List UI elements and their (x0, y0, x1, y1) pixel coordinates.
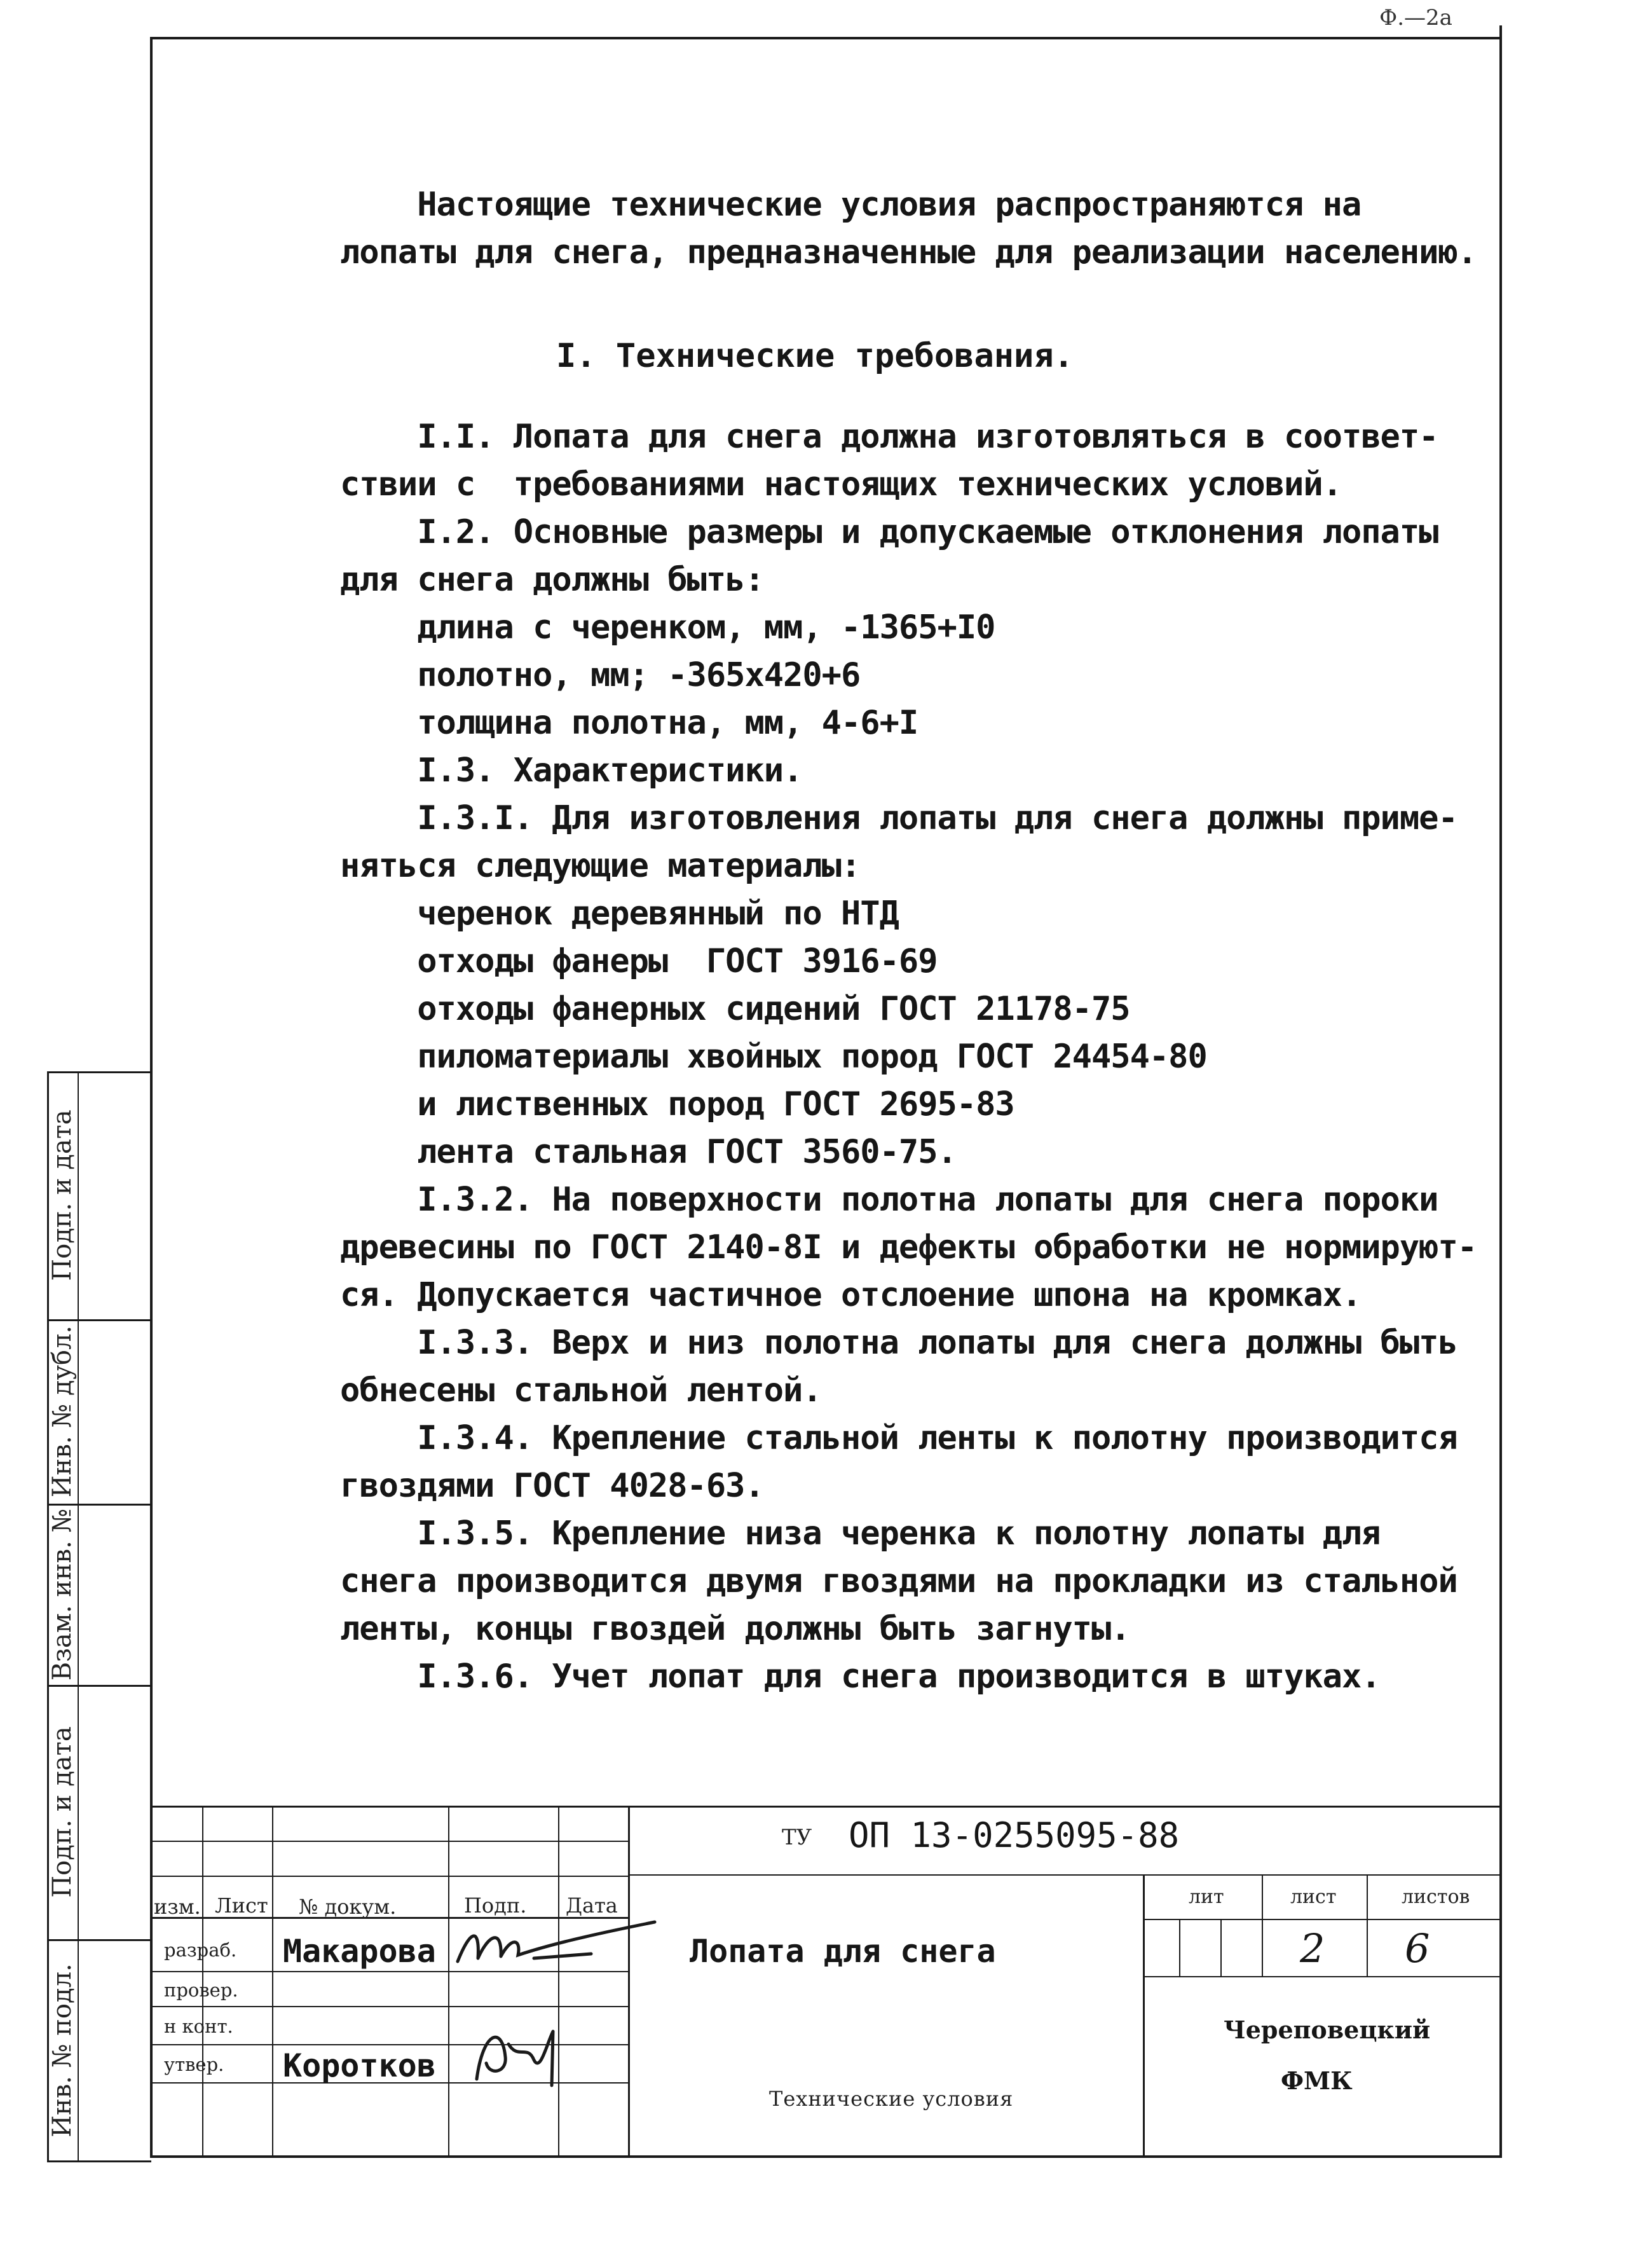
side-divider (47, 1319, 151, 1321)
developer-name: Макарова (283, 1933, 436, 1970)
body-line: обнесены стальной лентой. (340, 1371, 822, 1410)
sheets-label: листов (1402, 1886, 1470, 1908)
side-divider (47, 2160, 151, 2162)
body-line: отходы фанеры ГОСТ 3916-69 (340, 942, 938, 980)
role-approved: утвер. (164, 2054, 224, 2075)
organization-abbr: ФМК (1281, 2066, 1353, 2095)
body-line: I.3.3. Верх и низ полотна лопаты для снега должны быть (340, 1324, 1457, 1362)
tb-vline (1367, 1874, 1368, 1976)
role-norm-control: н конт. (164, 2015, 233, 2037)
body-line: I.3.2. На поверхности полотна лопаты для снега пороки (340, 1181, 1438, 1219)
header-izm: изм. (154, 1895, 201, 1919)
body-line: лента стальная ГОСТ 3560-75. (340, 1133, 957, 1171)
sheet-number: 2 (1300, 1925, 1325, 1972)
signature-approver-icon (458, 2019, 566, 2089)
intro-line: Настоящие технические условия распространяются на (340, 186, 1362, 224)
document-type: Технические условия (769, 2087, 1014, 2111)
header-podp: Подп. (464, 1893, 527, 1918)
body-line: I.3.I. Для изготовления лопаты для снега должны приме- (340, 799, 1457, 837)
tb-vline (1179, 1920, 1180, 1976)
tb-line (151, 1841, 628, 1842)
tb-vline (1220, 1920, 1222, 1976)
body-line: толщина полотна, мм, 4-6+I (340, 704, 918, 742)
intro-line: лопаты для снега, предназначенные для реализации населению. (340, 233, 1477, 271)
section-heading: I. Технические требования. (556, 337, 1074, 375)
frame-bottom (150, 2155, 1502, 2158)
body-line: снега производится двумя гвоздями на прокладки из стальной (340, 1562, 1457, 1600)
tb-line (1144, 1976, 1499, 1977)
tb-vline (272, 1807, 273, 2155)
body-line: няться следующие материалы: (340, 847, 861, 885)
header-data: Дата (566, 1893, 618, 1918)
body-line: для снега должны быть: (340, 561, 764, 599)
tb-line (151, 2006, 628, 2007)
product-name: Лопата для снега (690, 1933, 996, 1970)
approver-name: Коротков (283, 2047, 436, 2084)
body-line: ствии с требованиями настоящих технических условий. (340, 465, 1342, 504)
frame-right (1499, 25, 1502, 2157)
body-line: I.3.4. Крепление стальной ленты к полотну производится (340, 1419, 1457, 1457)
header-list: Лист (215, 1893, 268, 1918)
requirements-body (340, 413, 1477, 1701)
tb-line (1144, 1919, 1499, 1920)
body-line: I.2. Основные размеры и допускаемые отклонения лопаты (340, 513, 1438, 551)
tb-vline (628, 1807, 630, 2155)
tb-line (628, 1874, 1499, 1876)
body-line: ся. Допускается частичное отслоение шпона на кромках. (340, 1276, 1362, 1314)
tu-prefix: ТУ (782, 1825, 812, 1850)
body-line: I.3. Характеристики. (340, 752, 803, 790)
body-line: древесины по ГОСТ 2140-8I и дефекты обработки не нормируют- (340, 1228, 1477, 1267)
tb-vline (1143, 1874, 1145, 2155)
body-line: и лиственных пород ГОСТ 2695-83 (340, 1085, 1014, 1123)
body-line: отходы фанерных сидений ГОСТ 21178-75 (340, 990, 1130, 1028)
frame-left (150, 37, 153, 2157)
body-line: ленты, концы гвоздей должны быть загнуты. (340, 1610, 1130, 1648)
role-developed: разраб. (164, 1939, 237, 1961)
tb-vline (558, 1807, 559, 2155)
body-line: I.3.6. Учет лопат для снега производится в штуках. (340, 1658, 1381, 1696)
body-line: гвоздями ГОСТ 4028-63. (340, 1467, 764, 1505)
body-line: I.3.5. Крепление низа черенка к полотну лопаты для (340, 1514, 1381, 1553)
sheet-label: лист (1290, 1886, 1337, 1908)
tb-top-line (151, 1806, 1499, 1808)
frame-top (151, 37, 1502, 39)
tb-vline (448, 1807, 449, 2155)
tb-vline (1262, 1874, 1263, 1976)
body-line: I.I. Лопата для снега должна изготовляться в соответ- (340, 418, 1438, 456)
body-line: полотно, мм; -365х420+6 (340, 656, 861, 694)
side-divider (47, 1071, 151, 1073)
role-checked: провер. (164, 1979, 238, 2001)
organization-name: Череповецкий (1224, 2015, 1431, 2044)
body-line: длина с черенком, мм, -1365+I0 (340, 608, 995, 647)
side-inner-line (78, 1071, 79, 2162)
form-mark: Ф.—2а (1379, 5, 1452, 31)
body-line: пиломатериалы хвойных пород ГОСТ 24454-80 (340, 1038, 1207, 1076)
signature-developer-icon (445, 1917, 674, 1974)
document-number: ОП 13-0255095-88 (849, 1815, 1180, 1855)
body-line: черенок деревянный по НТД (340, 895, 899, 933)
tb-line (151, 1876, 628, 1877)
side-divider (47, 1939, 151, 1941)
sheets-total: 6 (1405, 1925, 1430, 1972)
lit-label: лит (1189, 1886, 1224, 1908)
header-doc: № докум. (299, 1895, 397, 1919)
side-divider (47, 1504, 151, 1506)
side-divider (47, 1685, 151, 1687)
intro-paragraph (340, 181, 1477, 277)
